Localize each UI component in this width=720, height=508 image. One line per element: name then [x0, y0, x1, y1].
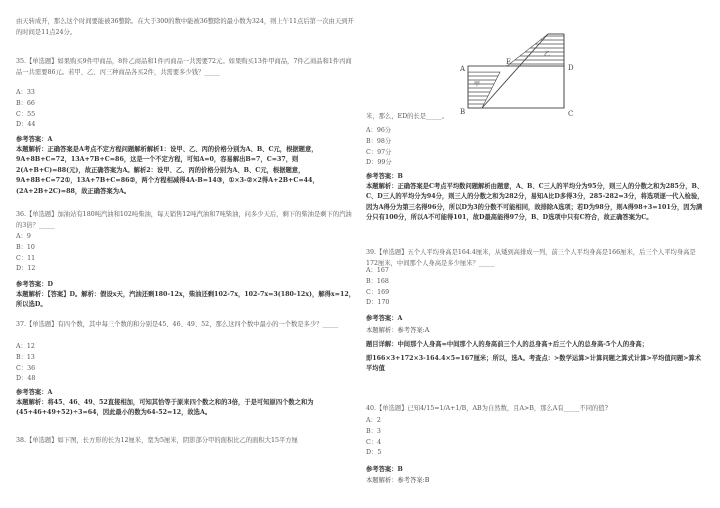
- q39-option-b: B：168: [366, 277, 389, 285]
- q36-options: [16, 232, 358, 275]
- q39-answer: 参考答案：A: [366, 315, 403, 322]
- q38-text-tail: 米，那么，ED的长是_____。: [366, 113, 449, 120]
- q39-option-a: A：167: [366, 267, 389, 274]
- q40-option-d: D：5: [366, 449, 382, 457]
- q35-option-d: D：44: [16, 121, 36, 129]
- q37-option-c: C：36: [16, 364, 36, 372]
- q40-option-b: B：3: [366, 427, 381, 435]
- q37-option-a: A：12: [16, 343, 35, 350]
- q35-options: [16, 88, 358, 131]
- q39-text: 39.【单选题】五个人平均身高是164.4厘米，从矮到高排成一列，前三个人平均身高是166厘米，后三个人平均身高是172厘米，中间那个人身高是多少厘米？_____: [366, 249, 696, 267]
- q39-detail-2: 即166×3+172×3-164.4×5=167厘米；所以，选A。考查点：>数学运算>计算问题之算式计算>平均值问题>算术平均值: [366, 355, 702, 373]
- q39-options: [366, 266, 706, 309]
- figure-label-yi: 乙: [544, 51, 551, 58]
- q36-option-b: B：10: [16, 243, 35, 251]
- figure-label-d: D: [568, 64, 574, 72]
- q39-detail: 题目详解：中间那个人身高=中间那个人的身高前三个人的总身高+后三个人的总身高-5个人的身高；: [366, 341, 649, 348]
- figure-label-c: C: [568, 110, 574, 118]
- figure-label-e: E: [506, 58, 512, 66]
- q35-explain: 本题解析：正确答案是A考点不定方程问题解析解析1：设甲、乙、丙的价格分别为A、B、C元，根据题意，9A+8B+C=72，13A+7B+C=86，这是一个不定方程，可知A=0，容易解出B=7，C=37，则2(A+B+C)=88(元)，故正确答案为A。解析2：设甲、乙、丙的价格分别为A、B、C元，根据题意，9A+8B+C=72①，13A+7B+C=86②，两个方程相减得4A-B=14③，①×3-②×2得A+2B+C=44，(2A+2B+2C)=88，故正确答案为A。: [16, 146, 319, 195]
- figure-label-jia: 甲: [474, 81, 481, 88]
- q40-text: 40.【单选题】已知4/15=1/A+1/B，AB为自然数，且A>B，那么A有_____不同的值?: [366, 405, 608, 412]
- intro-text: 由天转成开，那么这个时间要能被36整除。在大于300的数中能被36整除的最小数为324，则上午11点后第一次由天到开的时间是11点24分。: [16, 18, 354, 36]
- q38-answer: 参考答案：B: [366, 173, 403, 180]
- q40-explain-label: 本题解析：参考答案:B: [366, 477, 430, 484]
- q36-answer: 参考答案：D: [16, 281, 53, 288]
- figure-label-a: A: [460, 65, 466, 73]
- q35-option-c: C：55: [16, 110, 36, 118]
- q38-options: [366, 126, 706, 169]
- q35-answer: 参考答案：A: [16, 136, 53, 143]
- q38-option-a: A：96分: [366, 127, 392, 134]
- q37-option-b: B：13: [16, 353, 35, 361]
- q37-text: 37.【单选题】有四个数，其中每三个数的和分别是45、46、49、52，那么这四个数中最小的一个数是多少？_____: [16, 321, 339, 328]
- q36-option-a: A：9: [16, 233, 31, 240]
- figure-label-b: B: [460, 108, 466, 116]
- q36-text: 36.【单选题】加油站有180吨汽油和102吨柴油，每天销售12吨汽油和7吨柴油，问多少天后，剩下的柴油是剩下的汽油的3倍？_____: [16, 211, 352, 229]
- q35-option-b: B：66: [16, 99, 35, 107]
- q38-explain: 本题解析：正确答案是C考点平均数问题解析由题意，A、B、C三人的平均分为95分，则三人的分数之和为285分，B、C、D三人的平均分为94分，则三人的分数之和为282分，易知A比D多得3分，285-282=3分，将选项逐一代入检验，因为A得分为第三名得96分，所以D为3的分数不可能相同，故排除A选项；若D为98分，则A得98+3=101分，因为满分只有100分，所以A不可能得101，故D最高能得97分，B、D选项中只有C符合，故正确答案为C。: [366, 183, 704, 222]
- q35-text: 35.【单选题】如果购买9件甲商品，8件乙商品和1件丙商品一共需要72元。如果购买13件甲商品，7件乙商品和1件丙商品一共需要86元。若甲、乙、丙三种商品各买2件，共需要多少钱？_____: [16, 58, 352, 76]
- q38-option-c: C：97分: [366, 148, 392, 156]
- figure-shade-jia: [468, 72, 500, 108]
- q38-option-b: B：98分: [366, 137, 392, 145]
- q37-options: [16, 342, 358, 385]
- q35-option-a: A：33: [16, 89, 35, 96]
- q40-answer: 参考答案：B: [366, 466, 403, 473]
- q39-option-d: D：170: [366, 299, 390, 307]
- figure-shade-yi: [507, 34, 564, 66]
- q40-option-c: C：4: [366, 438, 382, 446]
- q37-answer: 参考答案：A: [16, 389, 53, 396]
- q40-options: [366, 416, 706, 459]
- q37-option-d: D：48: [16, 375, 36, 383]
- q40-option-a: A：2: [366, 417, 381, 424]
- q39-explain-label: 本题解析：参考答案:A: [366, 327, 430, 334]
- q39-option-c: C：169: [366, 288, 390, 296]
- q36-option-c: C：11: [16, 254, 36, 262]
- q37-explain: 本题解析：将45、46、49、52直接相加，可知其恰等于原来四个数之和的3倍，于是可知原四个数之和为(45+46+49+52)÷3=64，因此最小的数为64-52=12，故选A。: [16, 399, 314, 417]
- figure-diagonal: [482, 34, 551, 108]
- rectangle-figure: [452, 26, 592, 122]
- q38-text: 38.【单选题】如下图，长方形的长为12厘米，宽为5厘米，阴影部分甲的面积比乙的面积大15平方厘: [16, 437, 298, 444]
- q36-option-d: D：12: [16, 265, 36, 273]
- q38-option-d: D：99分: [366, 159, 392, 167]
- q36-explain: 本题解析：【答案】D。解析：假设x天，汽油还剩180-12x，柴油还剩102-7x，102-7x=3(180-12x)，解得x=12，所以选D。: [16, 291, 356, 309]
